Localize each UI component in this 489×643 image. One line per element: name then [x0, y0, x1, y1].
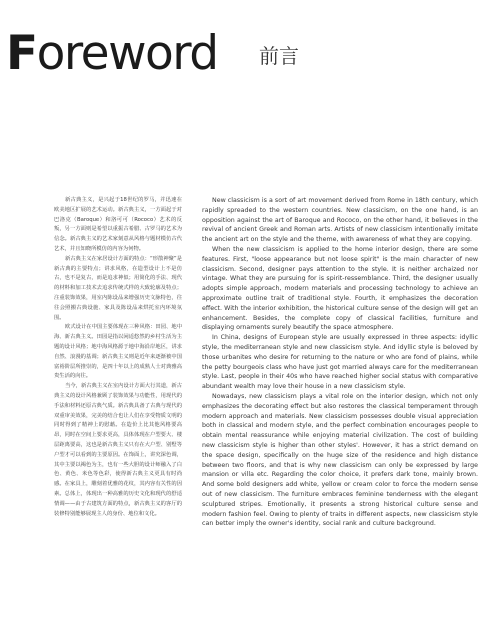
english-column: [202, 196, 478, 529]
chinese-column: [54, 196, 182, 519]
title-chinese: 前言: [259, 44, 299, 68]
english-paragraph-2: When the new classicism is applied to the home interior design, there are some features. First, "loose appearance but not loose spirit" is the main character of new classicism. Second, designer pays attention to the style. It is neither archaized nor vintage. What they are pursuing for is spirit-ressemblance. Third, the designer usually adopts simple approach, modern materials and processing technology to achieve an approximate outline trait of traditional style. Fourth, it emphasizes the decoration effect. With the interior exhibition, the historical culture sense of the design will get an enhancement. Besides, the complete copy of classical facilities, furniture and displaying ornaments surely beautify the space atmosphere.: [202, 245, 478, 332]
chinese-paragraph-3: 欧式设计在中国主要体现在三种风格：田园、地中海、新古典主义。田园是指以闲适悠然的乡村生活为主题的设计风格；地中海风格源于地中海沿岸地区，讲求自然、浪漫的基调；新古典主义则是近年来逐渐被中国富裕阶层所推崇的，是四十年以上的成熟人士对典雅高贵生活的向往。: [54, 324, 182, 380]
title-english: [6, 28, 218, 80]
chinese-paragraph-4: 当今，新古典主义在室内设计方面大行其道，新古典主义的设计风格兼顾了装饰效果与功能性，用现代的手法和材料还原古典气质。新古典具备了古典与现代的双重审美效果，完美的结合也让人们在享受物质文明的同时得到了精神上的慰藉。在造价上比其他风格要高昂，同时在空间上要求更高，具体体现在户型要大、楼层距离要高，这也是新古典主义只有在大户型、别墅等户型才可以看到的主要原因。在饰面上，讲究深色调，其中主要以褐色为主，也有一些大胆的设计师融入了白色、黄色、米色等色彩，使得新古典主义更具有时尚感。在家具上，雕刻着优雅的花纹，其内容有关性的因素。总体上，体现出一种高雅的历史文化和现代的舒适情调——由于古建筑方面的特点，新古典主义的客厅的装修特别能够展现主人的身份、地位和文化。: [54, 383, 182, 517]
english-paragraph-3: In China, designs of European style are usually expressed in three aspects: idyllic style, the mediterranean style and new classicism style. And idyllic style is beloved by those urbanites who desire for returning to the nature or who are fond of plains, while the petty bourgeois class who have just got married always care for the mediterranean style. Last, people in their 40s who have reached higher social status with comparative abundant wealth may love their house in a new classicism style.: [202, 334, 478, 391]
title-english-rest: oreword: [36, 26, 218, 81]
english-paragraph-1: New classicism is a sort of art movement derived from Rome in 18th century, which rapidly spreaded to the western countries. New classicism, on the one hand, is an opposition against the art of Baroque and Rococo, on the other hand, it believes in the revival of ancient Greek and Roman arts. Artists of new classicism intentionally imitate the ancient art on the style and the theme, with awareness of what they are copying.: [202, 197, 478, 244]
chinese-paragraph-2: 新古典主义在家居设计方面的特点：“形散神聚”是新古典的主要特点；讲求风格，在造型设计上不是仿古，也不是复古，而是追求神似；用简化的手法、现代的材料和加工技术去追求传统式样的大致轮廓及特点；注重装饰效果，用室内陈设品来增强历史文脉特色，往往会照搬古典设施、家具及陈设品来烘托室内环境氛围。: [54, 255, 182, 321]
title-english-initial: F: [6, 26, 37, 81]
english-paragraph-4: Nowadays, new classicism plays a vital role on the interior design, which not only emphasizes the decorating effect but also restores the classical temperament through modern approach and materials. New classicism possesses double visual appreciation both in classical and modern style, and the perfect combination encourages people to obtain mental reassurance while enjoying material civilization. The cost of building new classicism style is higher than other styles'. However, it has a strict demand on the space design, specifically on the huge size of the residence and high distance between two floors, and that is why new classicism can only be expressed by large mansion or villa etc. Regarding the color choice, it prefers dark tone, mainly brown. And some bold designers add white, yellow or cream color to force the modern sense out of new classicism. The furniture embraces feminine tenderness with the elegant sculptured stripes. Emotionally, it presents a strong historical culture sense and modern fashion feel. Owing to plenty of traits in different aspects, new classicism style can better imply the owner's identity, social rank and culture background.: [202, 392, 478, 528]
chinese-paragraph-1: 新古典主义，是兴起于18世纪的罗马，并迅速在欧美地区扩展的艺术运动。新古典主义，一方面起于对巴洛克（Baroque）和洛可可（Rococo）艺术的反叛，另一方面则是希望以重振古希腊、古罗马的艺术为信念。新古典主义的艺术家刻意从风格与题材模仿古代艺术，并且知晓所模仿的内容为何物。: [54, 197, 182, 252]
